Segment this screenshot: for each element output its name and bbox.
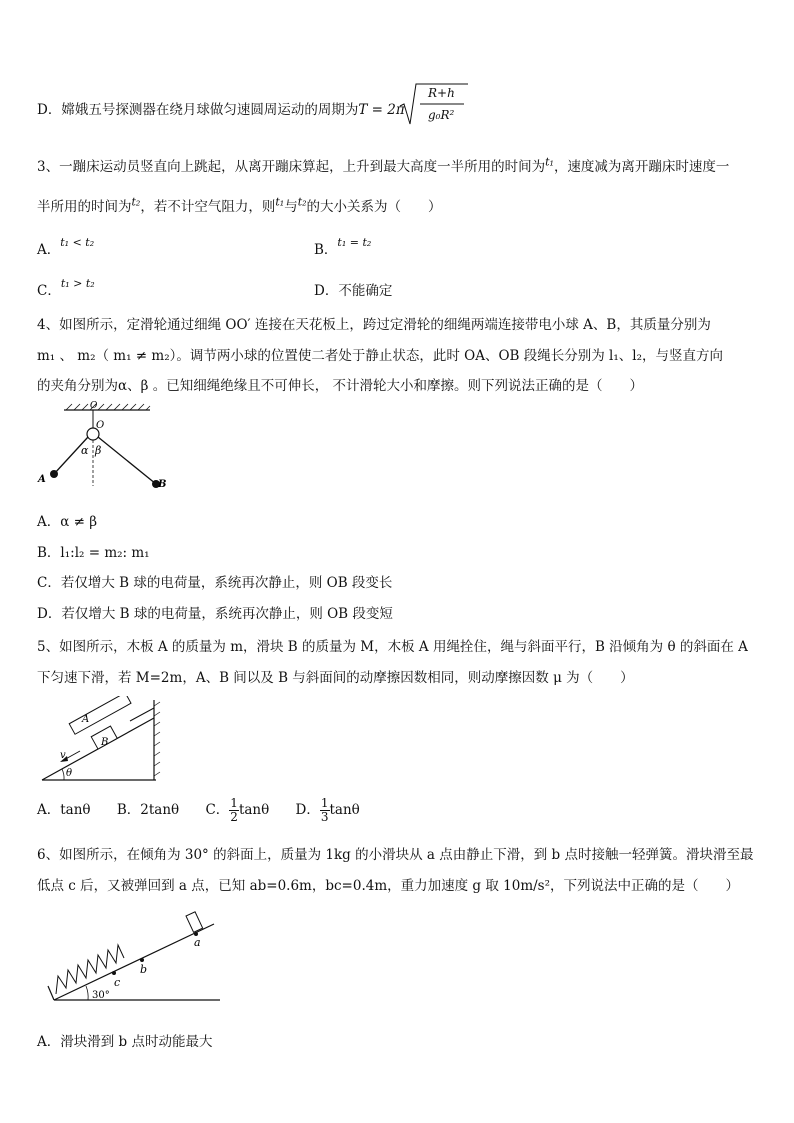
q2-formula-prefix: T = 2π xyxy=(358,102,405,118)
q4-label-o: O xyxy=(96,420,105,431)
q5-option-a: A．tanθ xyxy=(37,802,91,818)
q4-line-3: 的夹角分别为α、β 。已知细绳绝缘且不可伸长， 不计滑轮大小和摩擦。则下列说法正确的是（ ） xyxy=(37,378,644,394)
q6-label-b: b xyxy=(140,963,148,976)
q4-line-2: m₁ 、 m₂（ m₁ ≠ m₂）。调节两小球的位置使二者处于静止状态，此时 OA、OB 段绳长分别为 l₁、l₂，与竖直方向 xyxy=(37,348,724,364)
q4-option-d: D．若仅增大 B 球的电荷量，系统再次静止，则 OB 段变短 xyxy=(37,606,393,622)
q5-option-d: D． $\frac{1}{3}$ tanθ xyxy=(295,796,360,824)
q4-pulley-figure xyxy=(34,400,174,496)
q5-label-b: B xyxy=(101,737,109,748)
q4-option-c: C．若仅增大 B 球的电荷量，系统再次静止，则 OB 段变长 xyxy=(37,575,393,591)
q4-label-a: A xyxy=(38,474,46,485)
q5-options xyxy=(37,797,360,824)
q3-line-1: 3、一蹦床运动员竖直向上跳起，从离开蹦床算起，上升到最大高度一半所用的时间为$^{t_1}$，速度减为离开蹦床时速度一 xyxy=(37,155,730,175)
q4-label-alpha: α xyxy=(81,444,89,457)
q5-option-b: B．2tanθ xyxy=(116,802,180,818)
q5-line-2: 下匀速下滑，若 M=2m，A、B 间以及 B 与斜面间的动摩擦因数相同，则动摩擦因数 μ 为（ ） xyxy=(37,670,634,686)
q4-line-1: 4、如图所示，定滑轮通过细绳 OO′ 连接在天花板上，跨过定滑轮的细绳两端连接带电小球 A、B，其质量分别为 xyxy=(37,317,711,333)
q4-option-b: B．l₁:l₂ = m₂: m₁ xyxy=(37,545,150,561)
q5-label-a: A xyxy=(82,714,90,725)
q3-option-b: B．$^{t_1 = t_2}$ xyxy=(314,236,372,258)
q6-spring-figure xyxy=(44,906,224,1006)
q6-label-c: c xyxy=(114,976,121,989)
q2-formula-numerator: R+h xyxy=(428,86,455,100)
q6-option-a: A．滑块滑到 b 点时动能最大 xyxy=(37,1034,213,1050)
q6-label-angle: 30° xyxy=(92,990,110,1001)
q4-label-beta: β xyxy=(95,444,102,457)
q6-line-1: 6、如图所示，在倾角为 30° 的斜面上，质量为 1kg 的小滑块从 a 点由静止下滑，到 b 点时接触一轻弹簧。滑块滑至最 xyxy=(37,847,754,863)
q2-option-d xyxy=(37,98,405,118)
q3-t1: t₁ xyxy=(545,155,554,169)
q4-label-b: B xyxy=(158,479,167,490)
q4-option-a: A．α ≠ β xyxy=(37,514,98,530)
q5-option-c: C． $\frac{1}{2}$ tanθ xyxy=(205,796,270,824)
q2-option-d-text: D．嫦娥五号探测器在绕月球做匀速圆周运动的周期为 xyxy=(37,102,359,118)
q5-label-theta: θ xyxy=(66,768,73,779)
q5-incline-figure xyxy=(40,696,170,786)
q2-formula-denominator: g₀R² xyxy=(428,108,455,122)
q6-line-2: 低点 c 后，又被弹回到 a 点，已知 ab=0.6m，bc=0.4m，重力加速度 g 取 10m/s²，下列说法中正确的是（ ） xyxy=(37,878,740,894)
q6-label-a: a xyxy=(194,936,201,949)
q3-option-a: A．$^{t_1 < t_2}$ xyxy=(37,236,95,258)
q5-label-v: v xyxy=(60,750,66,761)
q4-label-o-top: O xyxy=(90,401,98,411)
q3-option-d: D．不能确定 xyxy=(314,283,393,299)
q3-line-2: 半所用的时间为$^{t_2}$，若不计空气阻力，则$^{t_1}$与$^{t_2}$的大小关系为（ ） xyxy=(37,195,442,215)
q5-line-1: 5、如图所示，木板 A 的质量为 m，滑块 B 的质量为 M，木板 A 用绳拴住，绳与斜面平行，B 沿倾角为 θ 的斜面在 A xyxy=(37,639,748,655)
q3-option-c: C．$^{t_1 > t_2}$ xyxy=(37,277,95,299)
